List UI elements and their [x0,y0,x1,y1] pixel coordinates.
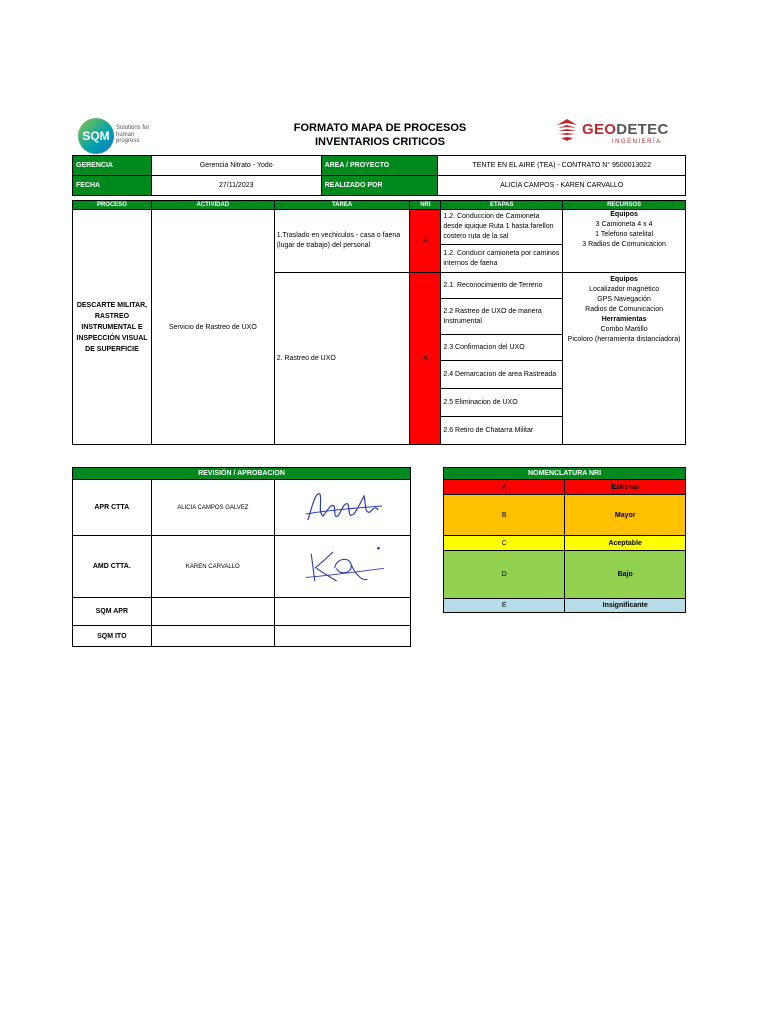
review-row [73,480,411,536]
etapa-3: 2.1. Reconocimiento de Terreno [441,273,563,299]
recursos-2-cell [563,273,686,445]
recursos-2-tool: Combo Martillo [600,326,648,333]
recursos-2-item: GPS Navegación [597,296,651,303]
recursos-2-tool: Picoloro (herramienta distanciadora) [567,336,681,343]
sqm-logo-text: SQM [82,129,110,143]
nri-label: Mayor [565,495,686,536]
fecha-label: FECHA [73,176,152,196]
geodetec-logo-icon [556,118,578,146]
nri-label: Bajo [565,551,686,599]
nri-code: C [444,536,565,551]
etapa-5: 2.3 Confirmacion del UXO [441,335,563,361]
nomenclature-row-c [444,536,686,551]
recursos-2-item: Localizador magnético [589,286,660,293]
sqm-tagline: Solutions for human progress [116,125,150,144]
signature-cell [275,536,411,598]
etapa-6: 2.4 Demarcacion de area Rastreada [441,361,563,389]
nri-code: A [444,480,565,495]
task-1-nri: A [410,210,441,273]
signature-cell [275,598,411,626]
title-line-1: FORMATO MAPA DE PROCESOS [293,122,467,134]
etapa-2: 1.2. Conducir camioneta por caminos internos de faena [441,245,563,273]
task-2-nri: A [410,273,441,445]
signature-alicia-icon [278,482,408,532]
etapa-1: 1.2. Conduccion de Camioneta desde iquique Ruta 1 hasta farellon costero ruta de la sal [441,210,563,245]
sqm-logo [78,118,114,154]
process-table-header [73,201,686,210]
nri-label: Extremo [565,480,686,495]
header-tarea: TAREA [274,201,410,210]
review-header: REVISIÓN / APROBACION [73,468,411,480]
nomenclature-row-e [444,599,686,613]
gerencia-label: GERENCIA [73,156,152,176]
recursos-2-title-2: Herramientas [601,316,647,323]
header-etapas: ETAPAS [441,201,563,210]
info-table [72,155,686,196]
review-name: ALICIA CAMPOS GALVEZ [151,480,274,536]
review-table [72,467,411,647]
review-role: APR CTTA [73,480,152,536]
geodetec-name [582,121,669,138]
nri-label: Insignificante [565,599,686,613]
process-table [72,200,686,445]
nri-code: E [444,599,565,613]
signature-cell [275,626,411,647]
title-line-2: INVENTARIOS CRITICOS [315,136,445,148]
review-row [73,598,411,626]
header-nri: NRI [410,201,441,210]
header-proceso: PROCESO [73,201,152,210]
geodetec-name-a: GEO [582,121,617,138]
document-title [260,121,500,149]
header-recursos: RECURSOS [563,201,686,210]
gerencia-value: Gerencia Nitrato - Yodo [151,156,321,176]
geodetec-subtitle: INGENIERÍA [612,139,662,145]
task-1-cell: 1.Traslado en vechiculos - casa o faena (lugar de trabajo) del personal [274,210,410,273]
nomenclature-header: NOMENCLATURA NRI [444,468,686,480]
review-role: AMD CTTA. [73,536,152,598]
nomenclature-row-a [444,480,686,495]
signature-karen-icon [278,541,408,591]
task-2-cell: 2. Rastreo de UXO [274,273,410,445]
recursos-1-item: 3 Radios de Comunicacion [582,241,666,248]
area-label: AREA / PROYECTO [321,156,438,176]
review-name [151,626,274,647]
review-row [73,536,411,598]
proceso-cell: DESCARTE MILITAR, RASTREO INSTRUMENTAL E INSPECCIÓN VISUAL DE SUPERFICIE [73,210,152,445]
nri-code: B [444,495,565,536]
etapa-8: 2.6 Retiro de Chatarra Militar [441,417,563,445]
recursos-2-title: Equipos [610,276,638,283]
realizado-value: ALICIA CAMPOS - KAREN CARVALLO [438,176,686,196]
fecha-value: 27/11/2023 [151,176,321,196]
review-row [73,626,411,647]
etapa-7: 2.5 Eliminacion de UXO [441,389,563,417]
nomenclature-row-d [444,551,686,599]
recursos-2-item: Radios de Comunicacion [585,306,663,313]
review-role: SQM ITO [73,626,152,647]
area-value: TENTE EN EL AIRE (TEA) - CONTRATO N° 9500013022 [438,156,686,176]
recursos-1-item: 1 Telefono satelital [595,231,654,238]
nri-label: Aceptable [565,536,686,551]
recursos-1-cell [563,210,686,273]
recursos-1-title: Equipos [610,211,638,218]
header-actividad: ACTIVIDAD [151,201,274,210]
recursos-1-item: 3 Camioneta 4 x 4 [595,221,653,228]
review-name [151,598,274,626]
realizado-label: REALIZADO POR [321,176,438,196]
signature-cell [275,480,411,536]
actividad-cell: Servicio de Rastreo de UXO [151,210,274,445]
review-role: SQM APR [73,598,152,626]
etapa-4: 2.2 Rastreo de UXO de manera Instrumental [441,299,563,335]
nri-code: D [444,551,565,599]
geodetec-name-b: DETEC [616,121,669,138]
nomenclature-table [443,467,686,613]
review-name: KAREN CARVALLO [151,536,274,598]
nomenclature-row-b [444,495,686,536]
